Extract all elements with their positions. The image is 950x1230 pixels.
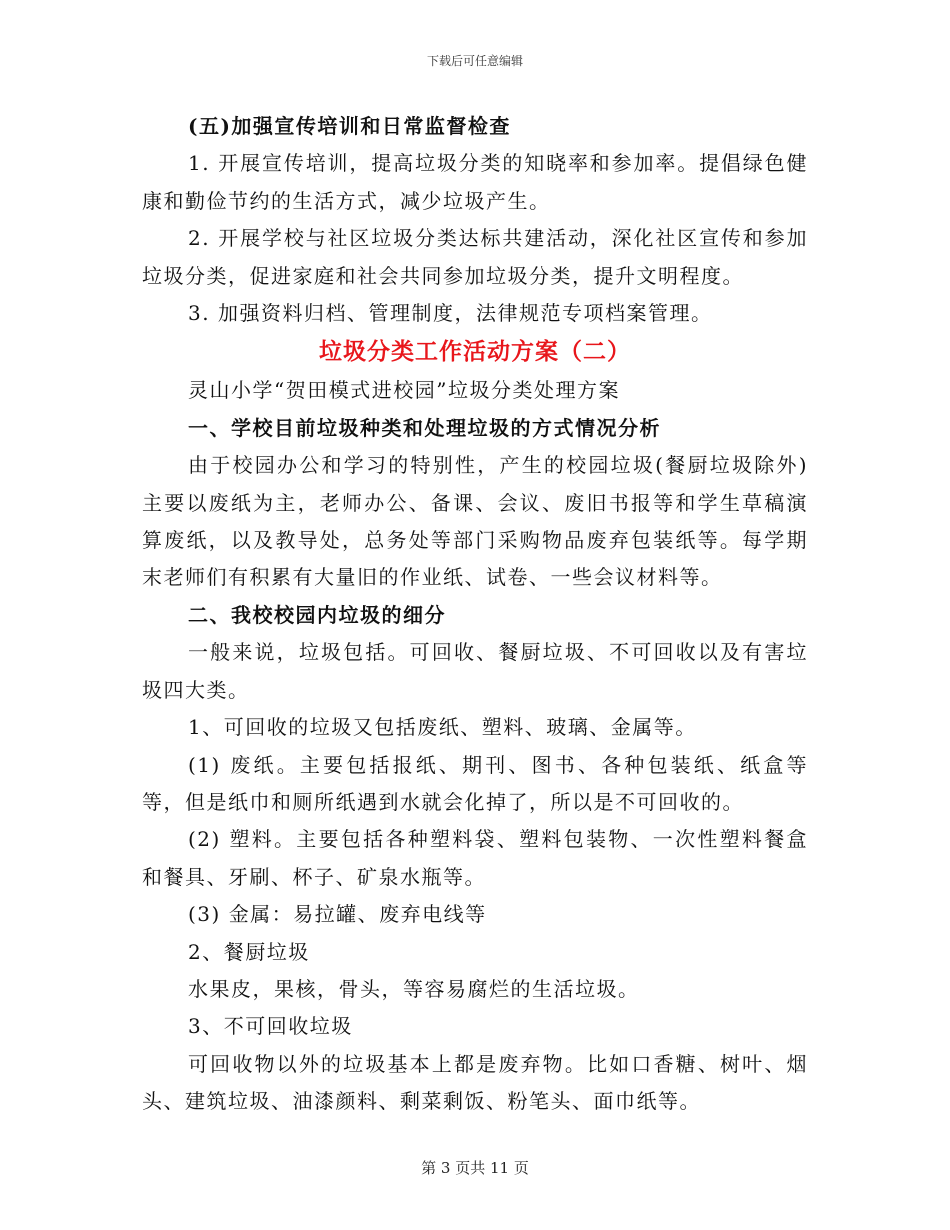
paragraph-metal: (3) 金属：易拉罐、废弃电线等 — [188, 902, 487, 927]
paragraph-s5-item3: 3. 加强资料归档、管理制度，法律规范专项档案管理。 — [188, 301, 713, 326]
plan-subtitle: 灵山小学“贺田模式进校园”垃圾分类处理方案 — [188, 378, 620, 403]
document-body — [142, 108, 808, 1121]
page-header: 下载后可任意编辑 — [426, 54, 523, 68]
plan-title: 垃圾分类工作活动方案（二） — [319, 338, 631, 366]
paragraph-s5-item2: 2. 开展学校与社区垃圾分类达标共建活动，深化社区宣传和参加垃圾分类，促进家庭和社会共同参加垃圾分类，提升文明程度。 — [142, 226, 808, 288]
paragraph-kitchen-heading: 2、餐厨垃圾 — [188, 939, 310, 964]
paragraph-paper: (1) 废纸。主要包括报纸、期刊、图书、各种包装纸、纸盒等等，但是纸巾和厕所纸遇到水就会化掉了，所以是不可回收的。 — [142, 752, 808, 814]
paragraph-categories: 一般来说，垃圾包括。可回收、餐厨垃圾、不可回收以及有害垃圾四大类。 — [142, 640, 808, 702]
paragraph-analysis: 由于校园办公和学习的特别性，产生的校园垃圾(餐厨垃圾除外)主要以废纸为主，老师办公、备课、会议、废旧书报等和学生草稿演算废纸，以及教导处，总务处等部门采购物品废弃包装纸等。每学期末老师们有积累有大量旧的作业纸、试卷、一些会议材料等。 — [142, 453, 808, 590]
paragraph-kitchen: 水果皮，果核，骨头，等容易腐烂的生活垃圾。 — [188, 976, 640, 1001]
paragraph-nonrecyclable: 可回收物以外的垃圾基本上都是废弃物。比如口香糖、树叶、烟头、建筑垃圾、油漆颜料、剩菜剩饭、粉笔头、面巾纸等。 — [142, 1051, 808, 1114]
paragraph-s5-item1: 1. 开展宣传培训，提高垃圾分类的知晓率和参加率。提倡绿色健康和勤俭节约的生活方式，减少垃圾产生。 — [142, 151, 808, 213]
paragraph-recyclable: 1、可回收的垃圾又包括废纸、塑料、玻璃、金属等。 — [188, 715, 697, 740]
paragraph-plastic: (2) 塑料。主要包括各种塑料袋、塑料包装物、一次性塑料餐盒和餐具、牙刷、杯子、矿泉水瓶等。 — [142, 827, 808, 889]
paragraph-nonrecyclable-heading: 3、不可回收垃圾 — [188, 1014, 353, 1039]
section-heading-5: (五)加强宣传培训和日常监督检查 — [188, 114, 511, 138]
section-heading-1: 一、学校目前垃圾种类和处理垃圾的方式情况分析 — [188, 415, 661, 440]
page-footer: 第 3 页共 11 页 — [421, 1159, 529, 1177]
section-heading-2: 二、我校校园内垃圾的细分 — [188, 602, 446, 627]
